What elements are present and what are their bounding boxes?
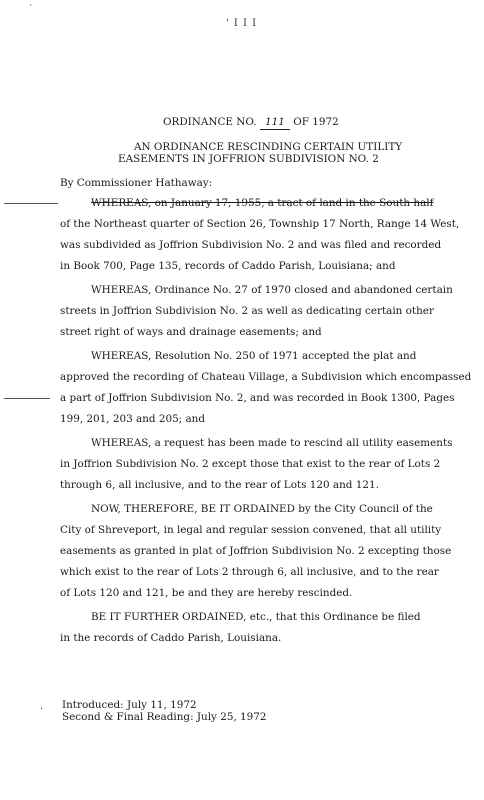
p5-line-5: of Lots 120 and 121, be and they are hereby rescinded. <box>60 587 353 599</box>
margin-dash-2 <box>4 398 50 399</box>
margin-dash <box>4 203 58 204</box>
p1-line-3: was subdivided as Joffrion Subdivision No. 2 and was filed and recorded <box>60 239 442 251</box>
top-handwritten-marks: ' I I I <box>226 18 258 29</box>
p2-line-1: WHEREAS, Ordinance No. 27 of 1970 closed and abandoned certain <box>91 284 453 296</box>
p3-line-4: 199, 201, 203 and 205; and <box>60 413 206 425</box>
p1-line-1-struck: WHEREAS, on January 17, 1955, a tract of land in the South half <box>91 197 434 209</box>
p6-line-2: in the records of Caddo Parish, Louisiana. <box>60 632 282 644</box>
p1-line-4: in Book 700, Page 135, records of Caddo Parish, Louisiana; and <box>60 260 396 272</box>
subtitle-line-1: AN ORDINANCE RESCINDING CERTAIN UTILITY <box>134 141 403 153</box>
p3-line-2: approved the recording of Chateau Village, a Subdivision which encompassed <box>60 371 472 383</box>
heading-suffix: OF 1972 <box>293 116 339 128</box>
subtitle-line-2: EASEMENTS IN JOFFRION SUBDIVISION NO. 2 <box>118 153 379 165</box>
margin-dot: · <box>40 704 45 715</box>
ordinance-number: 111 <box>260 116 290 130</box>
p5-line-4: which exist to the rear of Lots 2 through 6, all inclusive, and to the rear <box>60 566 439 578</box>
p3-line-1: WHEREAS, Resolution No. 250 of 1971 accepted the plat and <box>91 350 417 362</box>
p4-line-1: WHEREAS, a request has been made to rescind all utility easements <box>91 437 453 449</box>
p1-line-2: of the Northeast quarter of Section 26, Township 17 North, Range 14 West, <box>60 218 460 230</box>
p4-line-2: in Joffrion Subdivision No. 2 except those that exist to the rear of Lots 2 <box>60 458 441 470</box>
p4-line-3: through 6, all inclusive, and to the rear of Lots 120 and 121. <box>60 479 379 491</box>
p5-line-3: easements as granted in plat of Joffrion Subdivision No. 2 excepting those <box>60 545 452 557</box>
p3-line-3: a part of Joffrion Subdivision No. 2, and was recorded in Book 1300, Pages <box>60 392 455 404</box>
p6-line-1: BE IT FURTHER ORDAINED, etc., that this Ordinance be filed <box>91 611 421 623</box>
p5-line-1: NOW, THEREFORE, BE IT ORDAINED by the City Council of the <box>91 503 433 515</box>
final-reading-date: Second & Final Reading: July 25, 1972 <box>62 711 267 723</box>
corner-mark: ˙ <box>28 4 34 15</box>
ordinance-heading <box>163 116 339 130</box>
heading-prefix: ORDINANCE NO. <box>163 116 257 128</box>
byline: By Commissioner Hathaway: <box>60 177 213 189</box>
introduced-date: Introduced: July 11, 1972 <box>62 699 197 711</box>
p2-line-3: street right of ways and drainage easements; and <box>60 326 322 338</box>
p5-line-2: City of Shreveport, in legal and regular session convened, that all utility <box>60 524 442 536</box>
p2-line-2: streets in Joffrion Subdivision No. 2 as well as dedicating certain other <box>60 305 434 317</box>
